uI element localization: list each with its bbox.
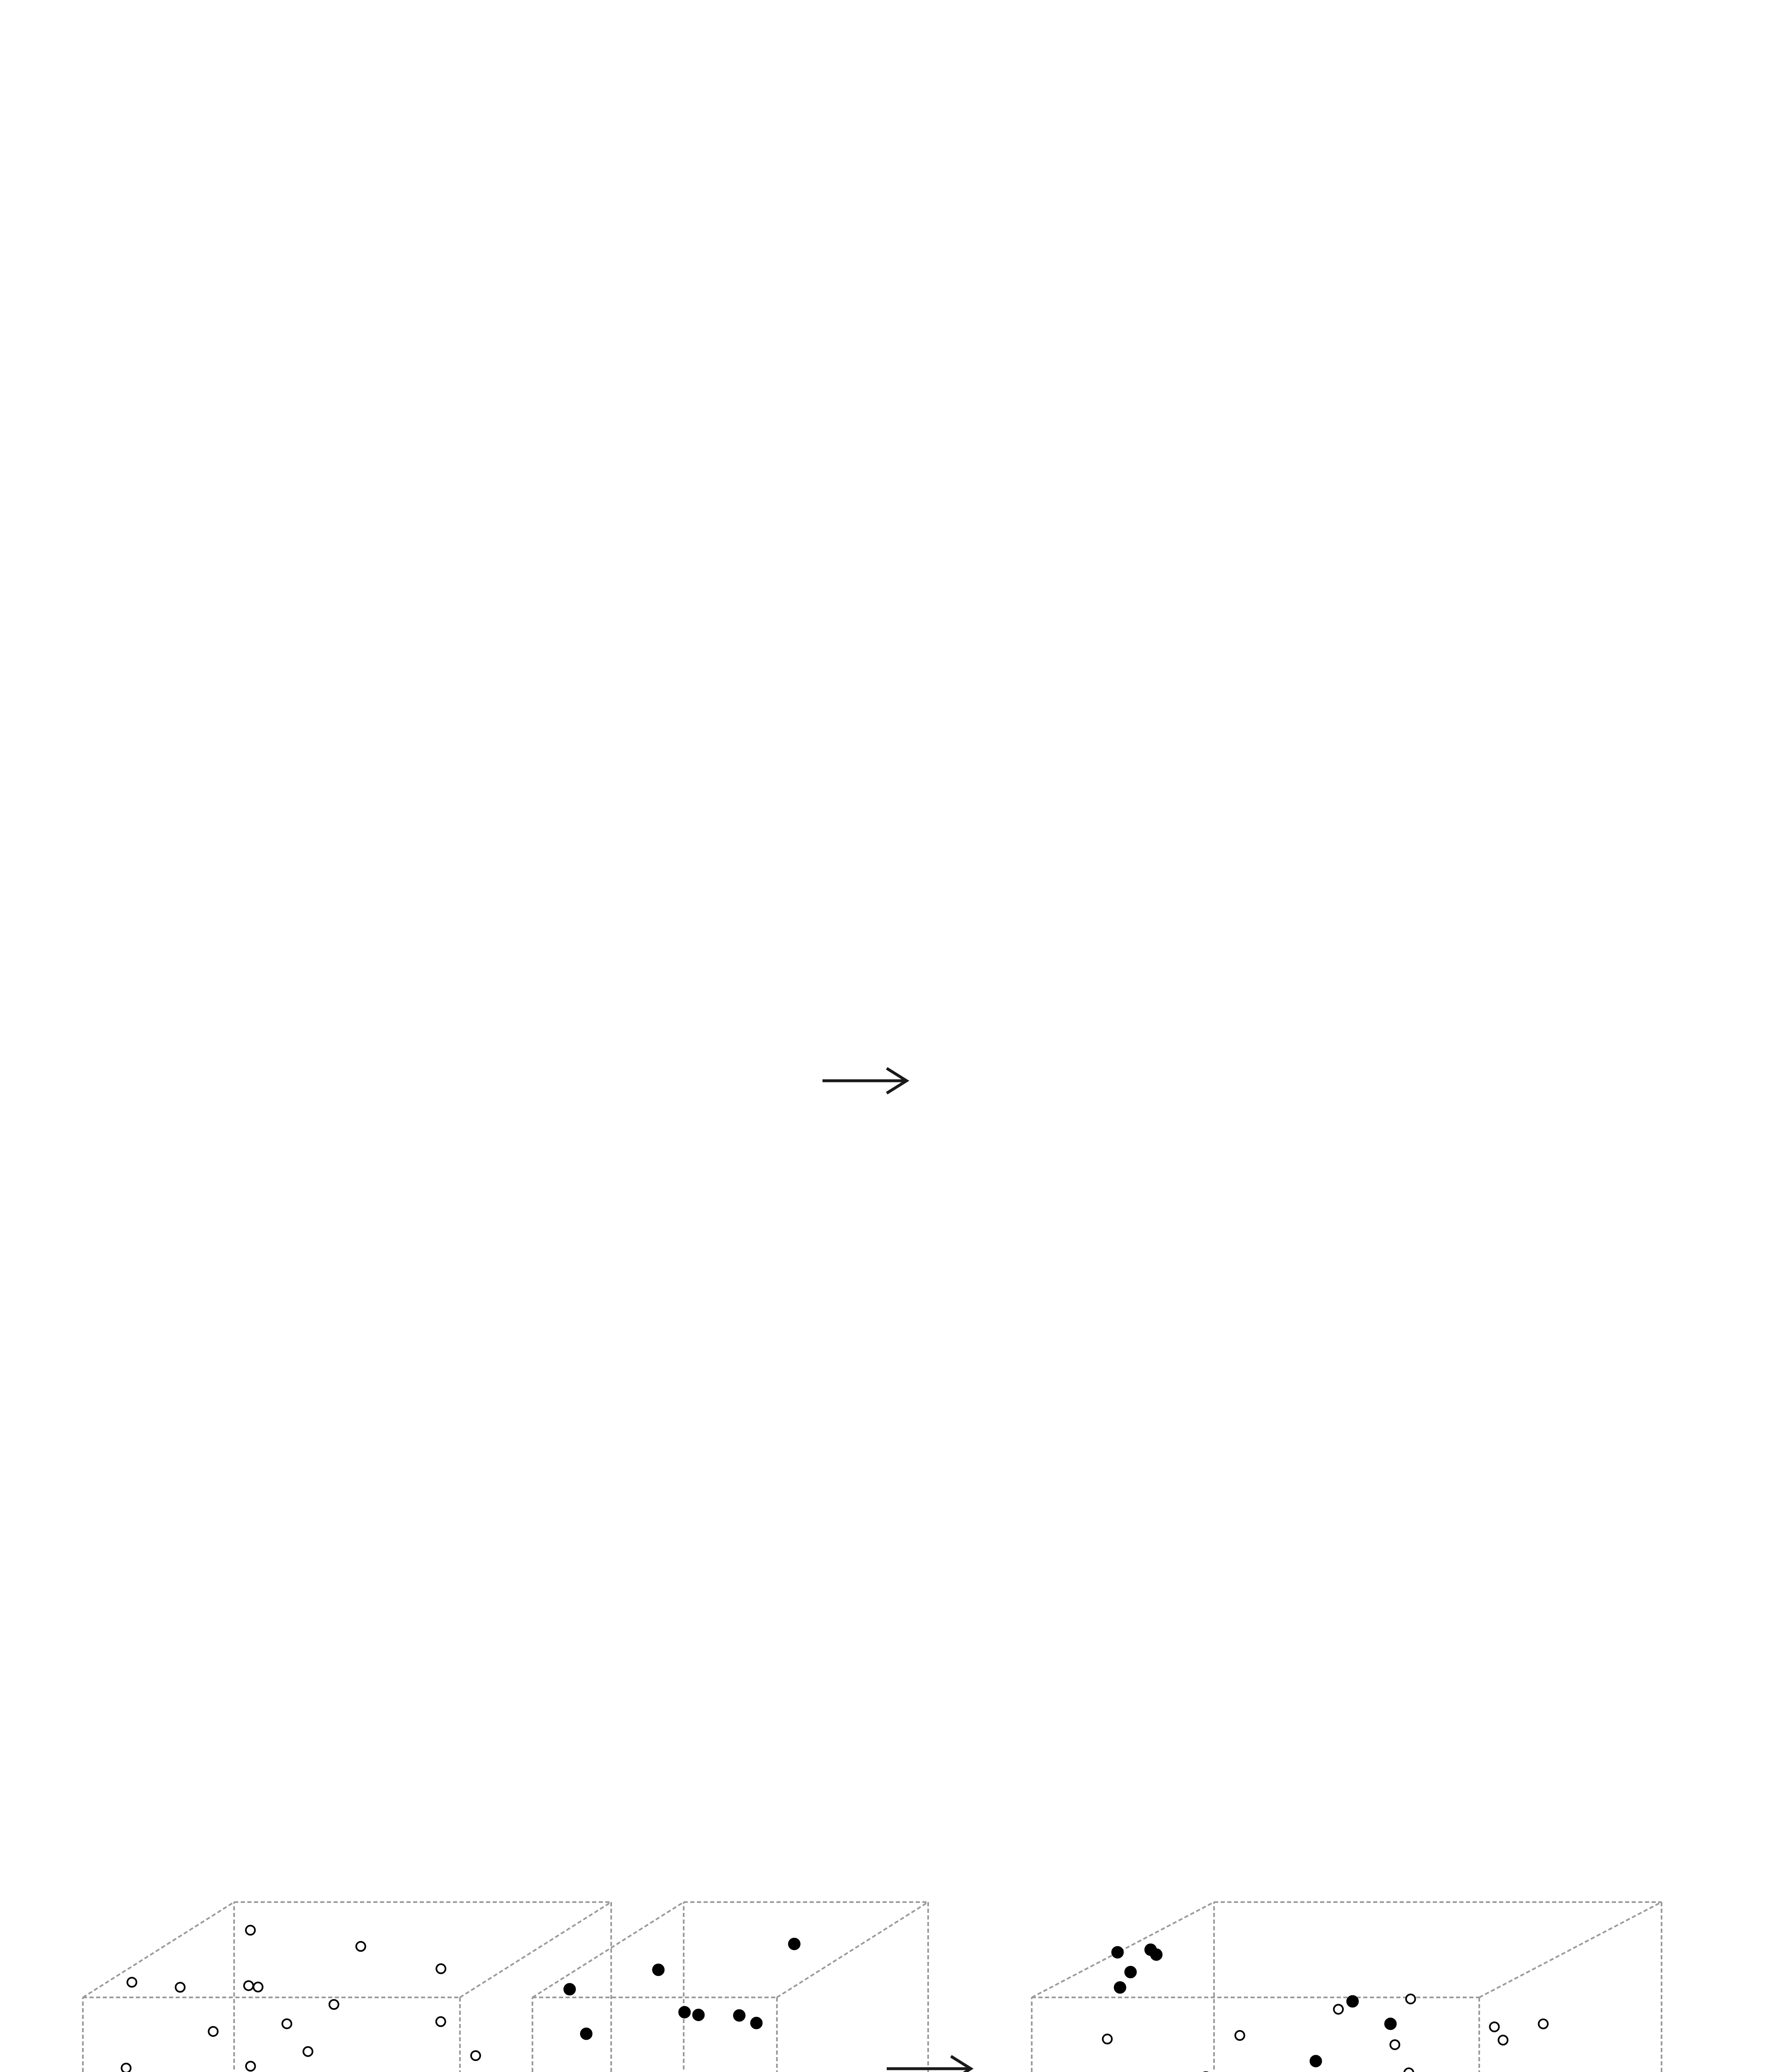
filled-molecule <box>734 2010 745 2021</box>
open-molecule <box>1499 2036 1508 2045</box>
open-molecule <box>1103 2034 1112 2043</box>
open-molecule <box>176 1983 185 1992</box>
filled-molecule <box>1145 1944 1156 1955</box>
gas-containers <box>83 1902 1662 2072</box>
filled-molecule <box>653 1964 664 1975</box>
open-molecule <box>127 1978 136 1987</box>
filled-molecule <box>1125 1967 1136 1978</box>
filled-molecule <box>1112 1947 1123 1958</box>
container-edge <box>532 1902 684 1997</box>
open-molecule <box>1404 2068 1413 2072</box>
filled-molecule <box>789 1939 800 1949</box>
open-molecule <box>254 1982 263 1992</box>
open-molecule <box>246 1926 255 1935</box>
container-edge <box>460 1902 611 1997</box>
open-molecule <box>1539 2019 1548 2028</box>
open-molecule <box>282 2019 291 2028</box>
filled-molecule <box>1115 1982 1125 1993</box>
open-molecule <box>436 2017 445 2026</box>
open-molecule <box>1390 2040 1399 2049</box>
gas-figure <box>0 1844 1773 2072</box>
open-molecule <box>1334 2005 1343 2014</box>
container-edge <box>1479 1902 1662 1997</box>
open-molecule <box>246 2062 255 2071</box>
filled-molecule <box>1311 2056 1321 2067</box>
open-molecule <box>121 2064 131 2072</box>
filled-molecule <box>581 2028 592 2039</box>
open-molecule <box>1235 2031 1244 2040</box>
open-molecule <box>244 1981 253 1990</box>
filled-molecule <box>1385 2019 1396 2029</box>
open-molecule <box>356 1942 365 1951</box>
filled-molecule <box>1347 1996 1358 2007</box>
filled-molecule <box>564 1984 575 1995</box>
open-molecule <box>471 2051 480 2060</box>
open-molecule <box>436 1964 445 1973</box>
gas-particles <box>106 1926 1553 2072</box>
lattice-arrow <box>822 1068 907 1093</box>
open-molecule <box>329 2000 339 2009</box>
filled-molecule <box>693 2009 704 2020</box>
open-molecule <box>303 2047 312 2056</box>
open-molecule <box>209 2027 218 2036</box>
container-edge <box>83 1902 234 1997</box>
open-molecule <box>1490 2022 1499 2031</box>
filled-molecule <box>751 2018 762 2028</box>
filled-molecule <box>679 2007 690 2018</box>
lattice-figure <box>0 870 1773 1334</box>
open-molecule <box>1406 1995 1415 2004</box>
container-edge <box>777 1902 928 1997</box>
